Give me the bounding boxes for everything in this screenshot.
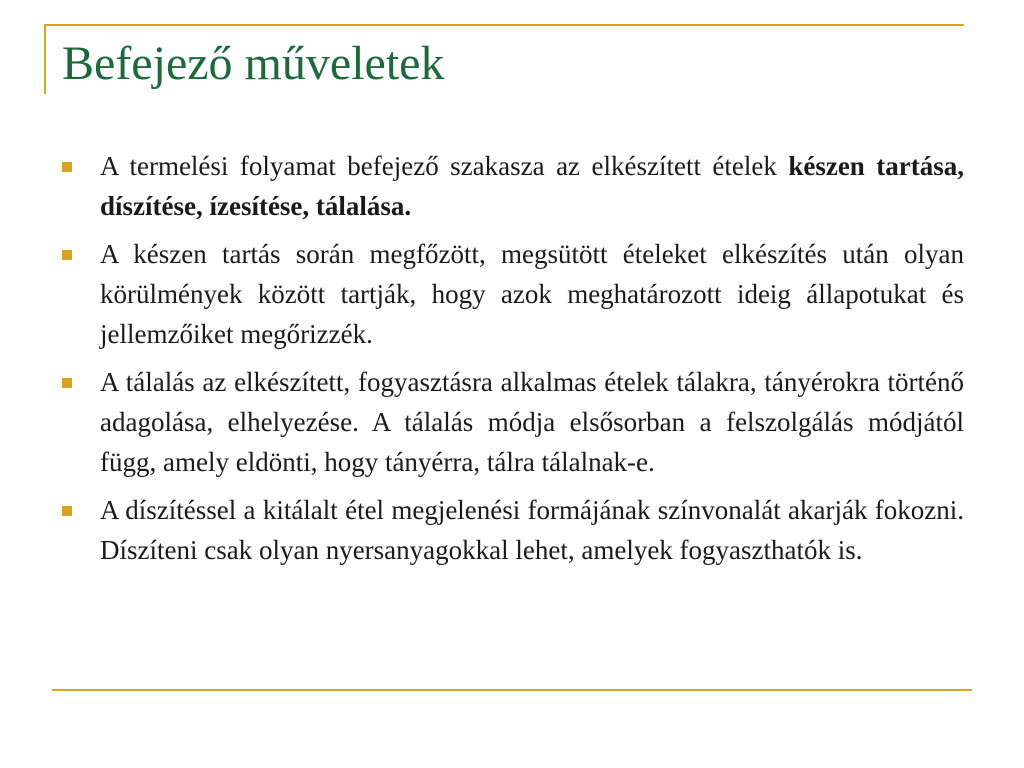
left-rule: [44, 24, 46, 94]
slide-title: Befejező műveletek: [62, 37, 445, 90]
square-bullet-icon: [62, 162, 72, 172]
bullet-text: A díszítéssel a kitálalt étel megjelenési formájának színvonalát akarják fokozni. Díszíteni csak olyan nyersanyagokkal lehet, amelyek fogyaszthatók is.: [100, 495, 964, 565]
bullet-text: A termelési folyamat befejező szakasza az elkészített ételek: [100, 151, 789, 181]
square-bullet-icon: [62, 506, 72, 516]
bullet-item: [62, 362, 964, 482]
square-bullet-icon: [62, 250, 72, 260]
bullet-text: A készen tartás során megfőzött, megsütött ételeket elkészítés után olyan körülmények között tartják, hogy azok meghatározott ideig állapotukat és jellemzőiket megőrizzék.: [100, 239, 964, 349]
bullet-text: A tálalás az elkészített, fogyasztásra alkalmas ételek tálakra, tányérokra történő adagolása, elhelyezése. A tálalás módja elsősorban a felszolgálás módjától függ, amely eldönti, hogy tányérra, tálra tálalnak-e.: [100, 367, 964, 477]
bullet-item: [62, 490, 964, 570]
bullet-item: [62, 234, 964, 354]
bottom-rule: [52, 689, 972, 691]
square-bullet-icon: [62, 378, 72, 388]
bullet-item: [62, 146, 964, 226]
top-rule: [44, 24, 964, 26]
bullet-list: [62, 146, 964, 578]
bullet-text-bold: készen tartása, díszítése, ízesítése, tálalása.: [100, 151, 964, 221]
